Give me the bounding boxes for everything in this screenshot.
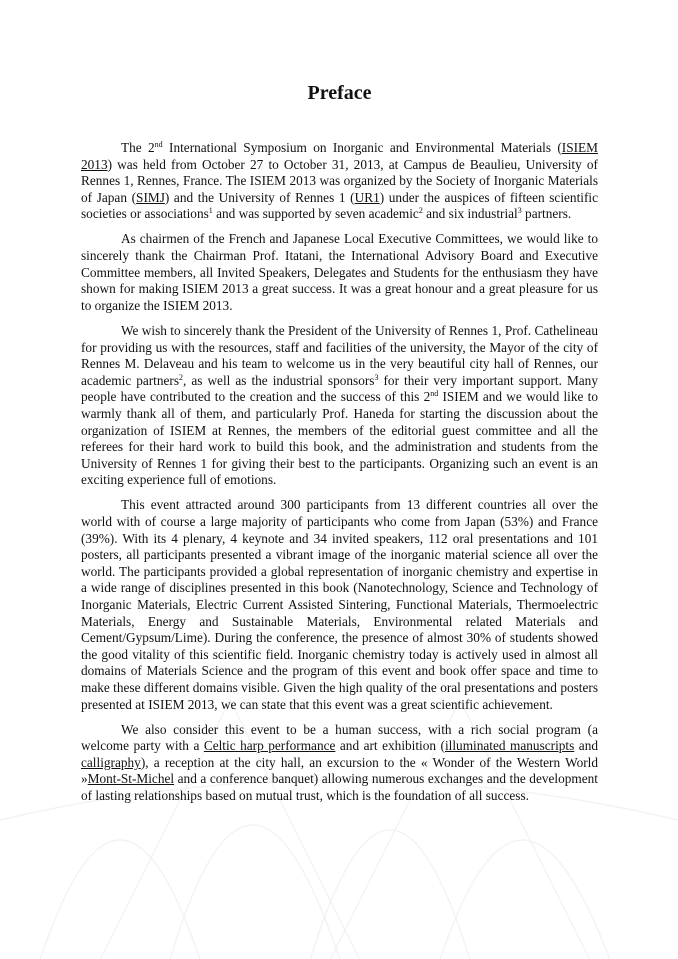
page-title: Preface bbox=[307, 82, 372, 104]
footnote-marker: 3 bbox=[517, 206, 522, 216]
paragraph-4: This event attracted around 300 participants from 13 different countries all over the world with of course a large majority of participants who come from Japan (53%) and France (39%). With its 4 plenary, 4 keynote and 34 invited speakers, 112 oral presentations and 101 posters, all participants presented a vibrant image of the inorganic material science all over the world. The participants provided a global representation of inorganic chemistry and expertise in a wide range of disciplines presented in this book (Nanotechnology, Science and Technology of Inorganic Materials, Electric Current Assisted Sintering, Functional Materials, Thermoelectric Materials, Energy and Sustainable Materials, Environmental related Materials and Cement/Gypsum/Lime). During the conference, the presence of almost 30% of students showed the good vitality of this scientific field. Inorganic chemistry today is actively used in almost all domains of Materials Science and the program of this event and book offer space and time to make these different domains visible. Given the high quality of the oral presentations and posters presented at ISIEM 2013, we can state that this event was a great scientific achievement. bbox=[81, 497, 598, 712]
celtic-harp-link[interactable]: Celtic harp performance bbox=[203, 738, 336, 754]
text-run: We also consider this event to be a human success, with a rich social program (a welcome party with a bbox=[81, 721, 598, 754]
text-run: and was supported by seven academic bbox=[212, 206, 419, 222]
text-run: ) under the auspices of fifteen scientific societies or associations bbox=[81, 189, 598, 222]
text-run: and a conference banquet) allowing numerous exchanges and the development of lasting relationships based on mutual trust, which is the foundation of all success. bbox=[81, 771, 598, 803]
footnote-marker: 2 bbox=[418, 206, 423, 216]
paragraph-3 bbox=[81, 323, 598, 489]
paragraph-5 bbox=[81, 722, 598, 805]
text-run: We wish to sincerely thank the President of the University of Rennes 1, Prof. Cathelineau for providing us with the resources, staff and facilities of the university, the Mayor of the city of Rennes M. Delaveau and his team to welcome us in the very beautiful city hall of Rennes, our academic partners bbox=[81, 322, 598, 388]
simj-link[interactable]: SIMJ bbox=[136, 189, 165, 205]
document-body bbox=[81, 140, 598, 813]
calligraphy-link[interactable]: calligraphy bbox=[81, 754, 141, 770]
ur1-link[interactable]: UR1 bbox=[354, 189, 380, 205]
text-run: ISIEM and we would like to warmly thank all of them, and particularly Prof. Haneda for starting the discussion about the organization of ISIEM at Rennes, the members of the editorial guest committee and all the referees for their hard work to build this book, and the administration and students from the University of Rennes 1 for giving their best to the participants. Organizing such an event is an exciting experience full of emotions. bbox=[81, 389, 598, 488]
text-run: and six industrial bbox=[422, 206, 518, 222]
superscript: nd bbox=[154, 140, 163, 149]
footnote-marker: 3 bbox=[374, 372, 379, 382]
text-run: partners. bbox=[521, 206, 572, 222]
text-run: , as well as the industrial sponsors bbox=[183, 372, 375, 388]
text-run: and bbox=[574, 738, 598, 754]
paragraph-1 bbox=[81, 140, 598, 223]
text-run: ) and the University of Rennes 1 ( bbox=[164, 189, 355, 205]
text-run: ), a reception at the city hall, an excursion to the « Wonder of the Western World » bbox=[81, 754, 598, 787]
footnote-marker: 2 bbox=[179, 372, 184, 382]
illuminated-manuscripts-link[interactable]: illuminated manuscripts bbox=[444, 738, 575, 754]
isiem-2013-link[interactable]: ISIEM 2013 bbox=[81, 140, 598, 172]
text-run: and art exhibition ( bbox=[335, 738, 445, 754]
paragraph-2: As chairmen of the French and Japanese Local Executive Committees, we would like to sincerely thank the Chairman Prof. Itatani, the International Advisory Board and Executive Committee members, all Invited Speakers, Delegates and Students for the enthusiasm they have shown for making ISIEM 2013 a great success. It was a great honour and a great pleasure for us to organize the ISIEM 2013. bbox=[81, 231, 598, 313]
text-run: The 2 bbox=[121, 140, 155, 155]
superscript: nd bbox=[430, 389, 439, 399]
text-run: for their very important support. Many people have contributed to the creation and the success of this 2 bbox=[81, 372, 598, 405]
text-run: International Symposium on Inorganic and Environmental Materials ( bbox=[162, 140, 562, 155]
footnote-marker: 1 bbox=[208, 206, 213, 216]
mont-st-michel-link[interactable]: Mont-St-Michel bbox=[87, 771, 175, 787]
text-run: ) was held from October 27 to October 31, 2013, at Campus de Beaulieu, University of Rennes 1, Rennes, France. The ISIEM 2013 was organized by the Society of Inorganic Materials of Japan ( bbox=[81, 156, 598, 205]
